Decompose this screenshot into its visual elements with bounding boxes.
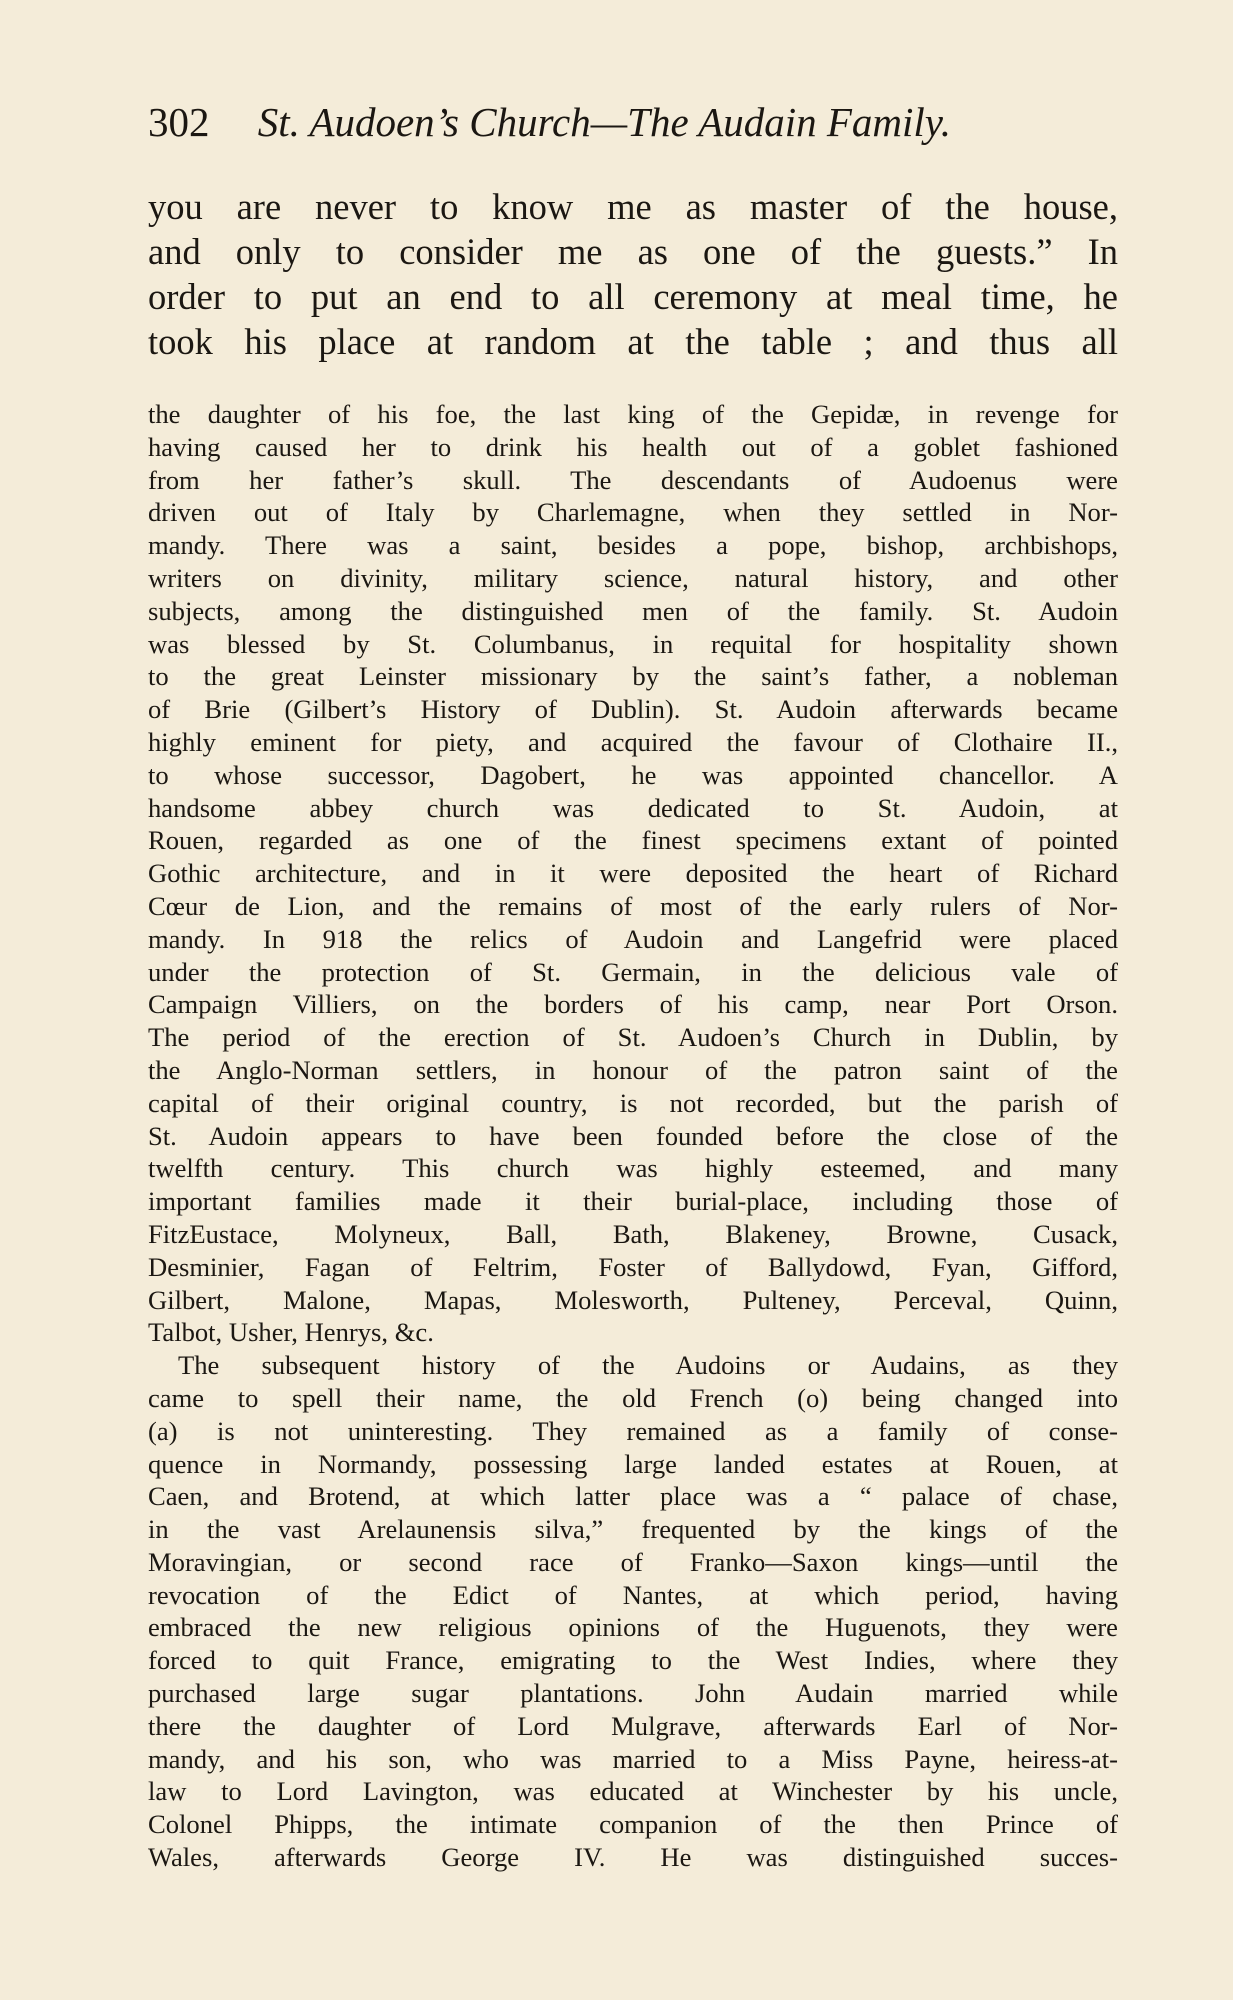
- footnote-line: Wales, afterwards George IV. He was distinguished succes-: [148, 1842, 1118, 1873]
- footnote-line: Gilbert, Malone, Mapas, Molesworth, Pulteney, Perceval, Quinn,: [148, 1284, 1118, 1315]
- footnote-line: in the vast Arelaunensis silva,” frequented by the kings of the: [148, 1514, 1118, 1545]
- footnote-line: writers on divinity, military science, natural history, and other: [148, 562, 1118, 593]
- footnote-line: having caused her to drink his health out of a goblet fashioned: [148, 431, 1118, 462]
- main-text-line: and only to consider me as one of the guests.” In: [148, 231, 1118, 272]
- footnote-line: from her father’s skull. The descendants of Audoenus were: [148, 464, 1118, 495]
- footnote-line: to whose successor, Dagobert, he was appointed chancellor. A: [148, 759, 1118, 790]
- footnote-line: subjects, among the distinguished men of the family. St. Audoin: [148, 595, 1118, 626]
- footnote-line: The subsequent history of the Audoins or Audains, as they: [178, 1350, 1118, 1381]
- footnote-line: purchased large sugar plantations. John Audain married while: [148, 1678, 1118, 1709]
- footnote-line: law to Lord Lavington, was educated at Winchester by his uncle,: [148, 1776, 1118, 1807]
- footnote-line: The period of the erection of St. Audoen’s Church in Dublin, by: [148, 1022, 1118, 1053]
- footnote-line: Talbot, Usher, Henrys, &c.: [148, 1317, 434, 1348]
- footnote-line: handsome abbey church was dedicated to St. Audoin, at: [148, 792, 1118, 823]
- footnote-line: Desminier, Fagan of Feltrim, Foster of Ballydowd, Fyan, Gifford,: [148, 1251, 1118, 1282]
- page-number: 302: [148, 99, 210, 145]
- footnote-line: came to spell their name, the old French (o) being changed into: [148, 1382, 1118, 1413]
- footnote-line: was blessed by St. Columbanus, in requital for hospitality shown: [148, 628, 1118, 659]
- footnote-line: mandy. In 918 the relics of Audoin and Langefrid were placed: [148, 923, 1118, 954]
- footnote-line: under the protection of St. Germain, in the delicious vale of: [148, 956, 1118, 987]
- footnote-line: important families made it their burial-place, including those of: [148, 1186, 1118, 1217]
- footnote-line: of Brie (Gilbert’s History of Dublin). St. Audoin afterwards became: [148, 694, 1118, 725]
- footnote-line: to the great Leinster missionary by the saint’s father, a nobleman: [148, 661, 1118, 692]
- footnote-line: Gothic architecture, and in it were deposited the heart of Richard: [148, 858, 1118, 889]
- footnote-line: twelfth century. This church was highly esteemed, and many: [148, 1153, 1118, 1184]
- main-text-line: order to put an end to all ceremony at meal time, he: [148, 276, 1118, 317]
- running-title: St. Audoen’s Church—The Audain Family.: [257, 99, 951, 145]
- footnote-line: forced to quit France, emigrating to the West Indies, where they: [148, 1645, 1118, 1676]
- footnote-line: mandy. There was a saint, besides a pope, bishop, archbishops,: [148, 530, 1118, 561]
- running-head: [148, 92, 1118, 152]
- footnote-line: quence in Normandy, possessing large landed estates at Rouen, at: [148, 1448, 1118, 1479]
- footnote-line: there the daughter of Lord Mulgrave, afterwards Earl of Nor-: [148, 1710, 1118, 1741]
- footnote-line: the Anglo-Norman settlers, in honour of the patron saint of the: [148, 1054, 1118, 1085]
- footnote-line: revocation of the Edict of Nantes, at which period, having: [148, 1579, 1118, 1610]
- footnote-line: Rouen, regarded as one of the finest specimens extant of pointed: [148, 825, 1118, 856]
- footnote-block: [148, 398, 1118, 1874]
- main-text-block: [148, 184, 1118, 364]
- footnote-line: embraced the new religious opinions of the Huguenots, they were: [148, 1612, 1118, 1643]
- footnote-line: driven out of Italy by Charlemagne, when they settled in Nor-: [148, 497, 1118, 528]
- footnote-line: St. Audoin appears to have been founded before the close of the: [148, 1120, 1118, 1151]
- footnote-line: (a) is not uninteresting. They remained as a family of conse-: [148, 1415, 1118, 1446]
- footnote-line: mandy, and his son, who was married to a Miss Payne, heiress-at-: [148, 1743, 1118, 1774]
- main-text-line: took his place at random at the table ; and thus all: [148, 321, 1118, 362]
- footnote-line: highly eminent for piety, and acquired the favour of Clothaire II.,: [148, 726, 1118, 757]
- footnote-line: capital of their original country, is not recorded, but the parish of: [148, 1087, 1118, 1118]
- footnote-line: FitzEustace, Molyneux, Ball, Bath, Blakeney, Browne, Cusack,: [148, 1218, 1118, 1249]
- footnote-line: the daughter of his foe, the last king of the Gepidæ, in revenge for: [148, 399, 1118, 429]
- footnote-line: Colonel Phipps, the intimate companion of the then Prince of: [148, 1809, 1118, 1840]
- footnote-line: Caen, and Brotend, at which latter place was a “ palace of chase,: [148, 1481, 1118, 1512]
- footnote-line: Campaign Villiers, on the borders of his camp, near Port Orson.: [148, 989, 1118, 1020]
- main-text-line: you are never to know me as master of the house,: [148, 186, 1118, 227]
- footnote-line: Moravingian, or second race of Franko—Saxon kings—until the: [148, 1546, 1118, 1577]
- footnote-line: Cœur de Lion, and the remains of most of the early rulers of Nor-: [148, 890, 1118, 921]
- book-page: [148, 0, 1118, 2000]
